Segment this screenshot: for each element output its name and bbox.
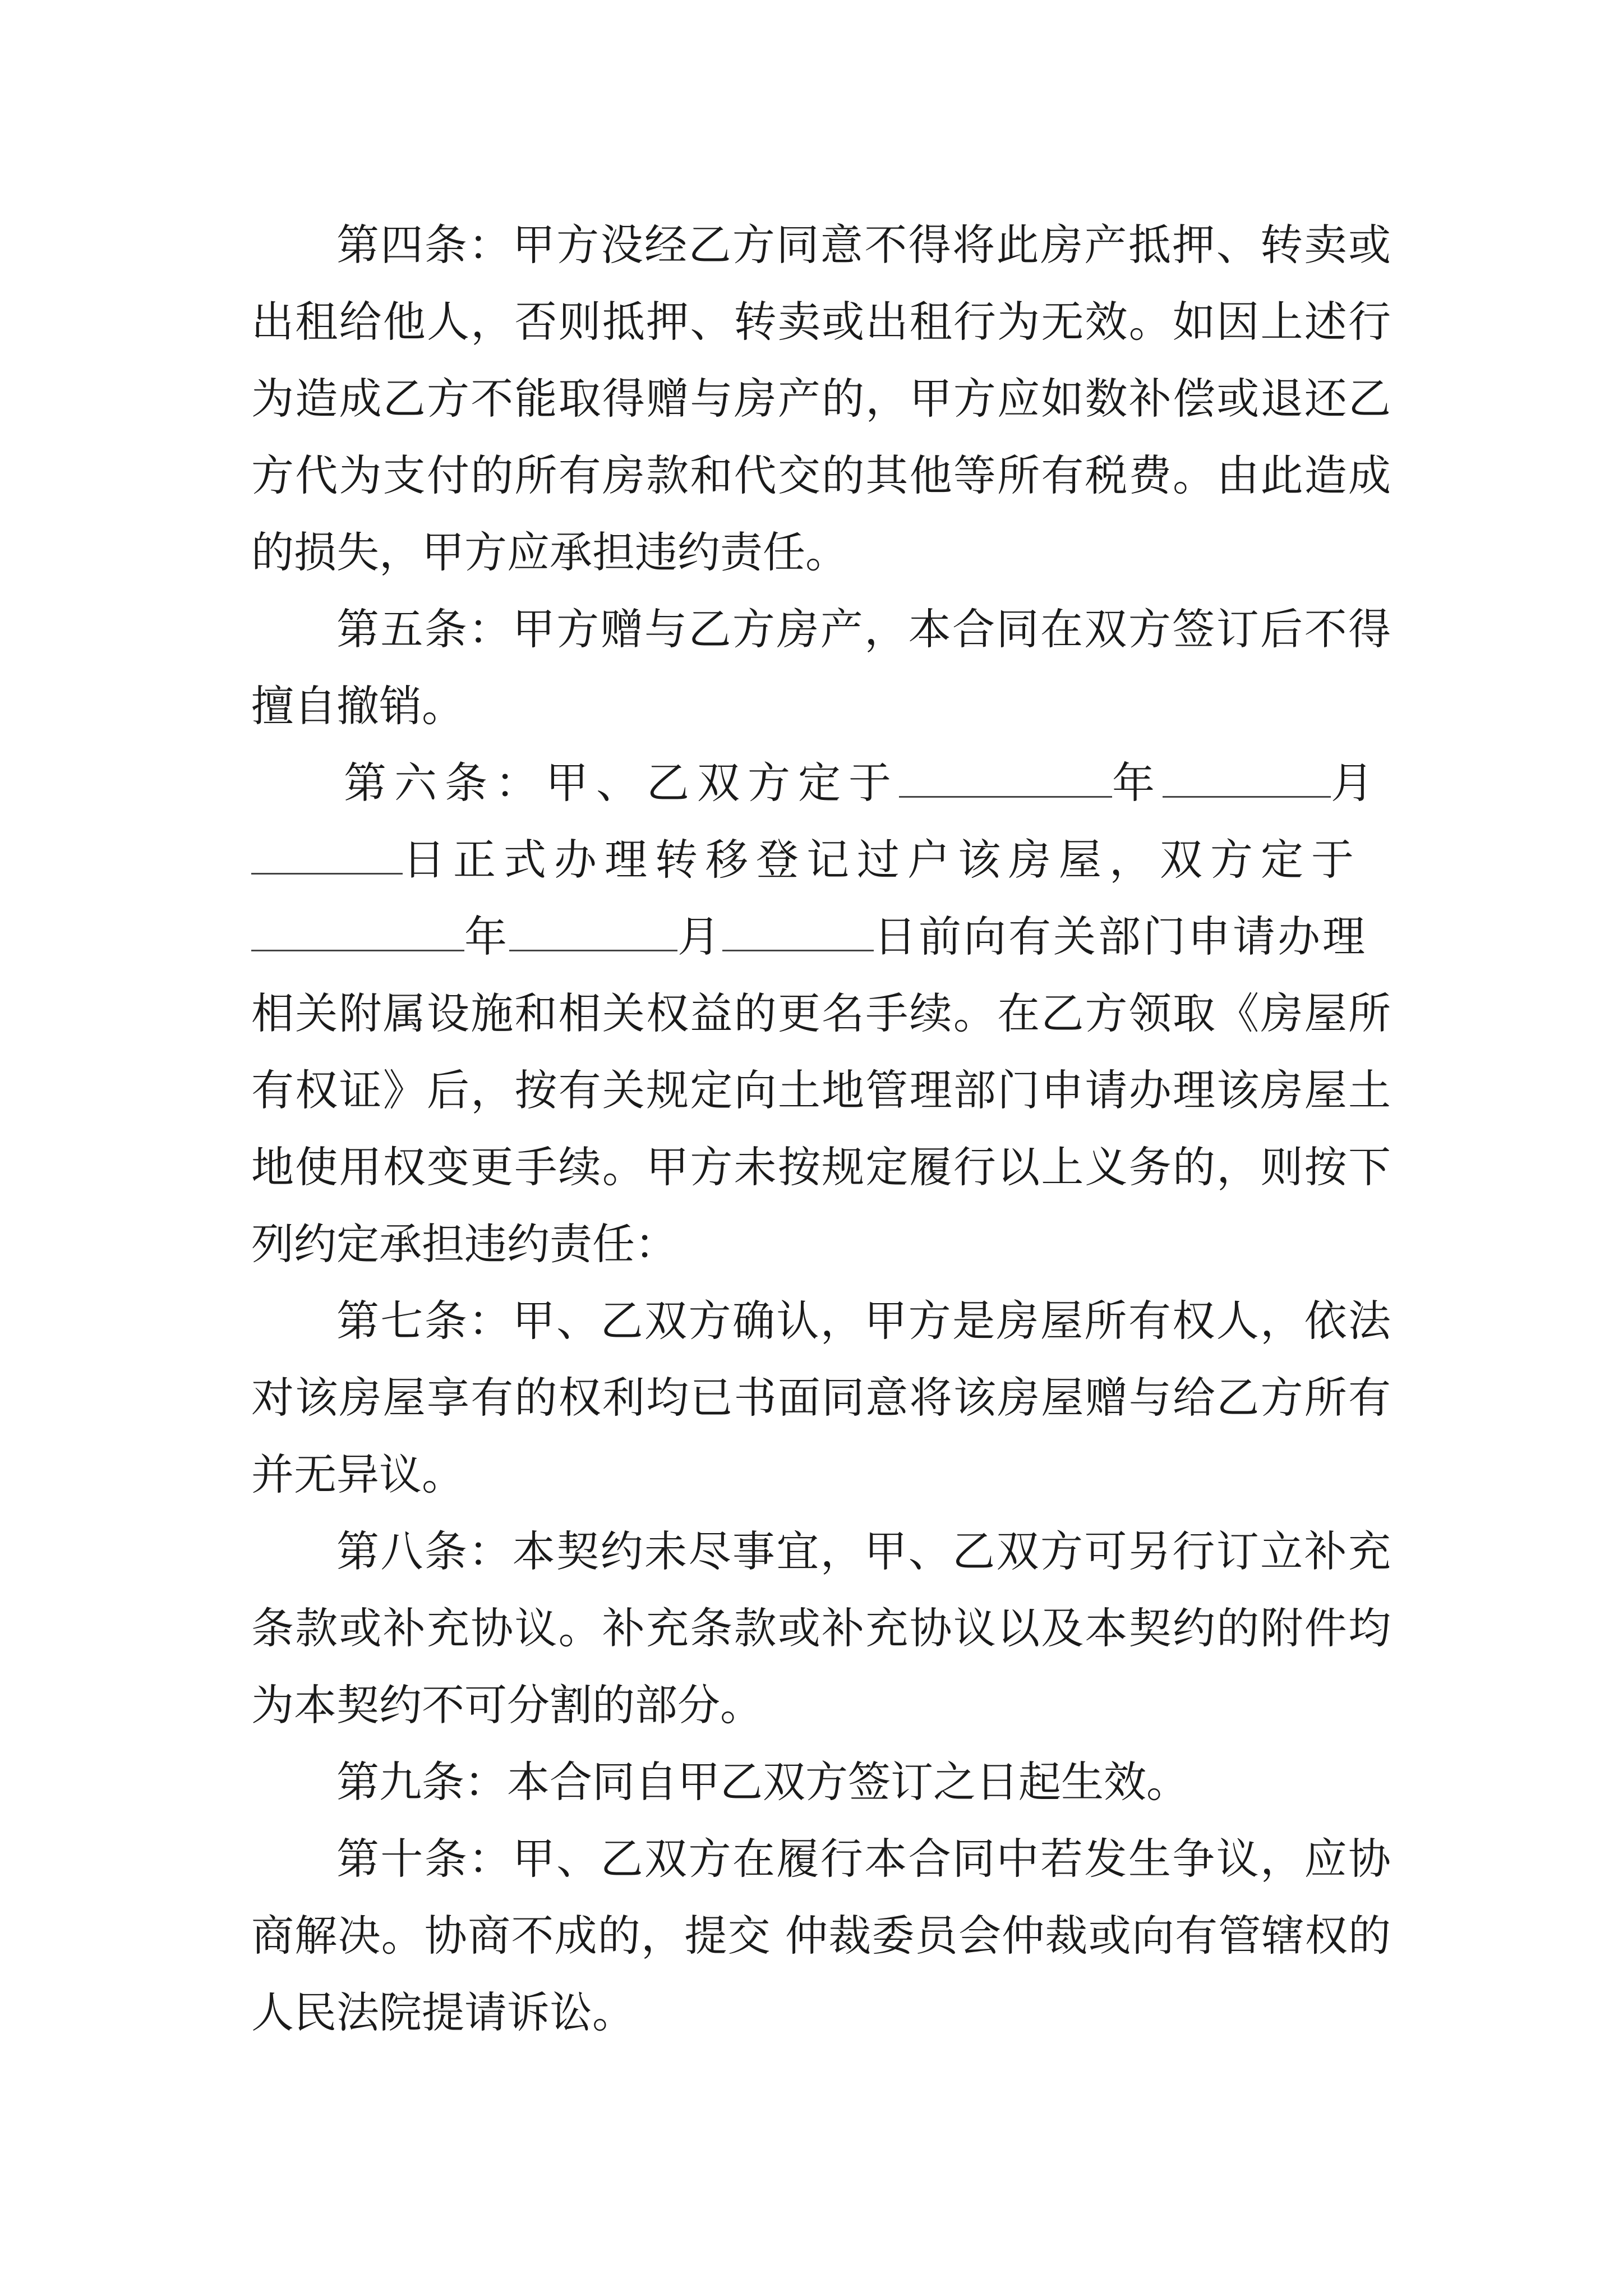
- article-6: [251, 744, 1391, 1282]
- month-label-2: 月: [677, 912, 722, 961]
- article-6-part2: 日正式办理转移登记过户该房屋，双方定于: [403, 835, 1362, 885]
- year-label-1: 年: [1112, 758, 1163, 808]
- article-6-part1: 第六条：甲、乙双方定于: [344, 758, 899, 808]
- day-blank-2[interactable]: [722, 916, 874, 951]
- article-5: 第五条：甲方赠与乙方房产，本合同在双方签订后不得擅自撤销。: [251, 604, 1391, 731]
- article-7: 第七条：甲、乙双方确认，甲方是房屋所有权人，依法对该房屋享有的权利均已书面同意将该房屋赠与给乙方所有并无异议。: [251, 1296, 1391, 1499]
- article-10: 第十条：甲、乙双方在履行本合同中若发生争议，应协商解决。协商不成的，提交 仲裁委员会仲裁或向有管辖权的人民法院提请诉讼。: [251, 1834, 1391, 2037]
- day-blank-1[interactable]: [251, 839, 403, 875]
- article-6-part3: 日前向有关部门申请办理: [874, 912, 1367, 961]
- article-9: 第九条：本合同自甲乙双方签订之日起生效。: [336, 1757, 1189, 1807]
- contract-body: [251, 206, 1391, 2051]
- month-blank-1[interactable]: [1163, 762, 1331, 798]
- month-blank-2[interactable]: [509, 916, 677, 951]
- year-blank-1[interactable]: [899, 762, 1112, 798]
- year-blank-2[interactable]: [251, 916, 464, 951]
- article-6-rest: 相关附属设施和相关权益的更名手续。在乙方领取《房屋所有权证》后，按有关规定向土地管理部门申请办理该房屋土地使用权变更手续。甲方未按规定履行以上义务的，则按下列约定承担违约责任：: [251, 988, 1391, 1269]
- article-4: 第四条：甲方没经乙方同意不得将此房产抵押、转卖或出租给他人，否则抵押、转卖或出租行为无效。如因上述行为造成乙方不能取得赠与房产的，甲方应如数补偿或退还乙方代为支付的所有房款和代交的其他等所有税费。由此造成的损失，甲方应承担违约责任。: [251, 220, 1391, 577]
- article-8: 第八条：本契约未尽事宜，甲、乙双方可另行订立补充条款或补充协议。补充条款或补充协议以及本契约的附件均为本契约不可分割的部分。: [251, 1526, 1391, 1730]
- year-label-2: 年: [464, 912, 509, 961]
- month-label-1: 月: [1331, 758, 1381, 808]
